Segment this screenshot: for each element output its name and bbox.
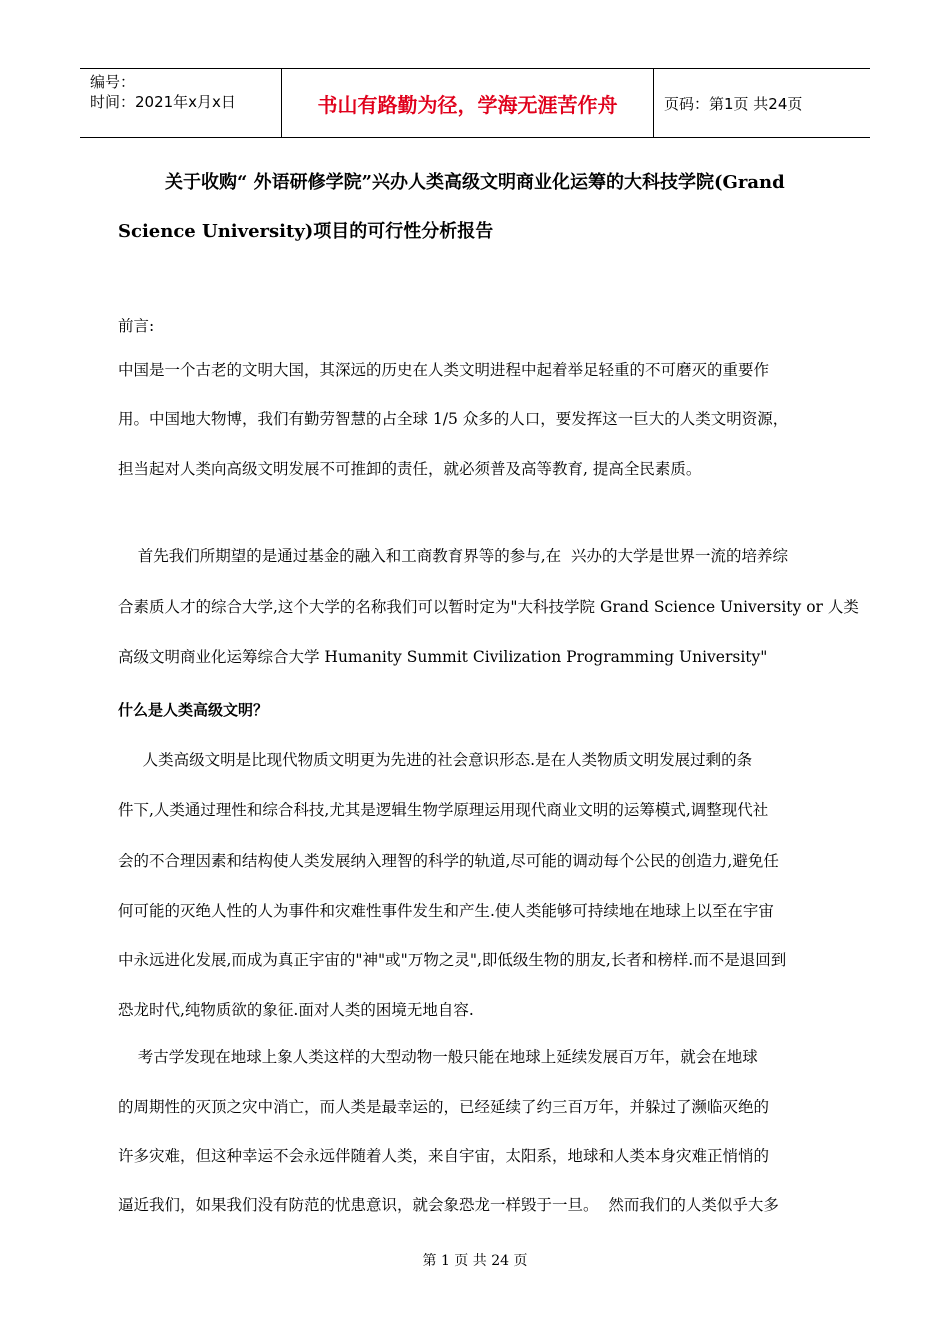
text-line: 考古学发现在地球上象人类这样的大型动物一般只能在地球上延续发展百万年，就会在地球 [118,1048,758,1066]
header-page-info: 页码：第1页 共24页 [664,94,803,113]
header-meta [80,69,282,137]
text-line: 何可能的灭绝人性的人为事件和灾难性事件发生和产生.使人类能够可持续地在地球上以至在宇宙 [118,902,774,920]
page-footer: 第 1 页 共 24 页 [422,1253,528,1269]
text-line: 高级文明商业化运筹综合大学 Humanity Summit Civilization Programming University" [118,648,768,666]
text-line: 件下,人类通过理性和综合科技,尤其是逻辑生物学原理运用现代商业文明的运筹模式,调整现代社 [118,801,769,819]
section-heading: 什么是人类高级文明？ [118,701,269,719]
text-line: 担当起对人类向高级文明发展不可推卸的责任，就必须普及高等教育, 提高全民素质。 [118,460,702,478]
text-line: 许多灾难，但这种幸运不会永远伴随着人类，来自宇宙，太阳系，地球和人类本身灾难正悄悄的 [118,1147,770,1165]
document-header [80,68,870,138]
document-title-line-2: Science University)项目的可行性分析报告 [118,221,494,242]
document-title-line-1: 关于收购“ 外语研修学院”兴办人类高级文明商业化运筹的大科技学院(Grand [165,172,785,193]
header-motto: 书山有路勤为径，学海无涯苦作舟 [282,69,654,137]
preface-label: 前言: [118,317,155,335]
text-line: 中永远进化发展,而成为真正宇宙的"神"或"万物之灵",即低级生物的朋友,长者和榜样.而不是退回到 [118,951,787,969]
text-line: 恐龙时代,纯物质欲的象征.面对人类的困境无地自容. [118,1001,474,1019]
text-line: 用。中国地大物博，我们有勤劳智慧的占全球 1/5 众多的人口，要发挥这一巨大的人类文明资源， [118,410,789,428]
text-line: 的周期性的灭顶之灾中消亡，而人类是最幸运的，已经延续了约三百万年，并躲过了濒临灭绝的 [118,1098,770,1116]
text-line: 逼近我们，如果我们没有防范的忧患意识，就会象恐龙一样毁于一旦。 然而我们的人类似乎大多 [118,1196,779,1214]
text-line: 人类高级文明是比现代物质文明更为先进的社会意识形态.是在人类物质文明发展过剩的条 [118,751,753,769]
time-label: 时间：2021年x月x日 [90,93,236,111]
text-line: 合素质人才的综合大学,这个大学的名称我们可以暂时定为"大科技学院 Grand Science University or 人类 [118,598,859,616]
text-line: 会的不合理因素和结构使人类发展纳入理智的科学的轨道,尽可能的调动每个公民的创造力,避免任 [118,852,779,870]
text-line: 首先我们所期望的是通过基金的融入和工商教育界等的参与,在 兴办的大学是世界一流的培养综 [118,547,788,565]
number-label: 编号： [90,73,136,91]
text-line: 中国是一个古老的文明大国，其深远的历史在人类文明进程中起着举足轻重的不可磨灭的重要作 [118,361,770,379]
